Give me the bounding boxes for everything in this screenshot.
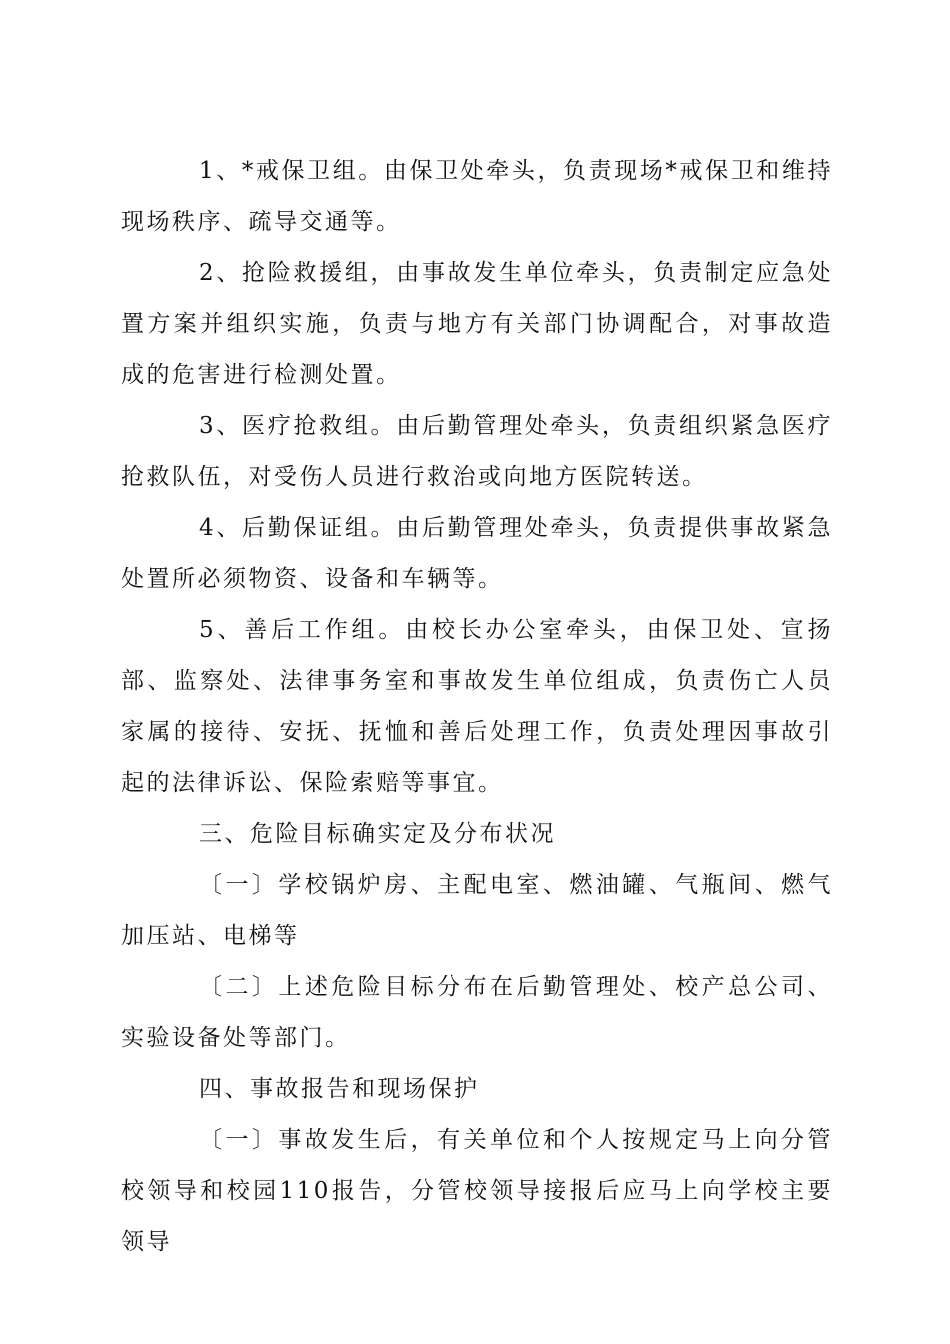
paragraph-hazard-targets-list: 〔一〕学校锅炉房、主配电室、燃油罐、气瓶间、燃气加压站、电梯等 — [121, 872, 833, 949]
paragraph-hazard-distribution: 〔二〕上述危险目标分布在后勤管理处、校产总公司、实验设备处等部门。 — [121, 974, 833, 1051]
section-heading-hazard-targets: 三、危险目标确实定及分布状况 — [199, 821, 556, 847]
paragraph-security-group: 1、*戒保卫组。由保卫处牵头，负责现场*戒保卫和维持现场秩序、疏导交通等。 — [121, 158, 833, 235]
paragraph-logistics-group: 4、后勤保证组。由后勤管理处牵头，负责提供事故紧急处置所必须物资、设备和车辆等。 — [121, 515, 833, 592]
paragraph-rescue-group: 2、抢险救援组，由事故发生单位牵头，负责制定应急处置方案并组织实施，负责与地方有关部门协调配合，对事故造成的危害进行检测处置。 — [121, 260, 833, 388]
paragraph-accident-report: 〔一〕事故发生后，有关单位和个人按规定马上向分管校领导和校园110报告，分管校领导接报后应马上向学校主要领导 — [121, 1127, 833, 1255]
paragraph-medical-group: 3、医疗抢救组。由后勤管理处牵头，负责组织紧急医疗抢救队伍，对受伤人员进行救治或向地方医院转送。 — [121, 413, 833, 490]
paragraph-aftermath-group: 5、善后工作组。由校长办公室牵头，由保卫处、宣扬部、监察处、法律事务室和事故发生单位组成，负责伤亡人员家属的接待、安抚、抚恤和善后处理工作，负责处理因事故引起的法律诉讼、保险索赔等事宜。 — [121, 617, 833, 796]
section-heading-accident-report: 四、事故报告和现场保护 — [199, 1076, 480, 1102]
document-body — [121, 146, 833, 1268]
